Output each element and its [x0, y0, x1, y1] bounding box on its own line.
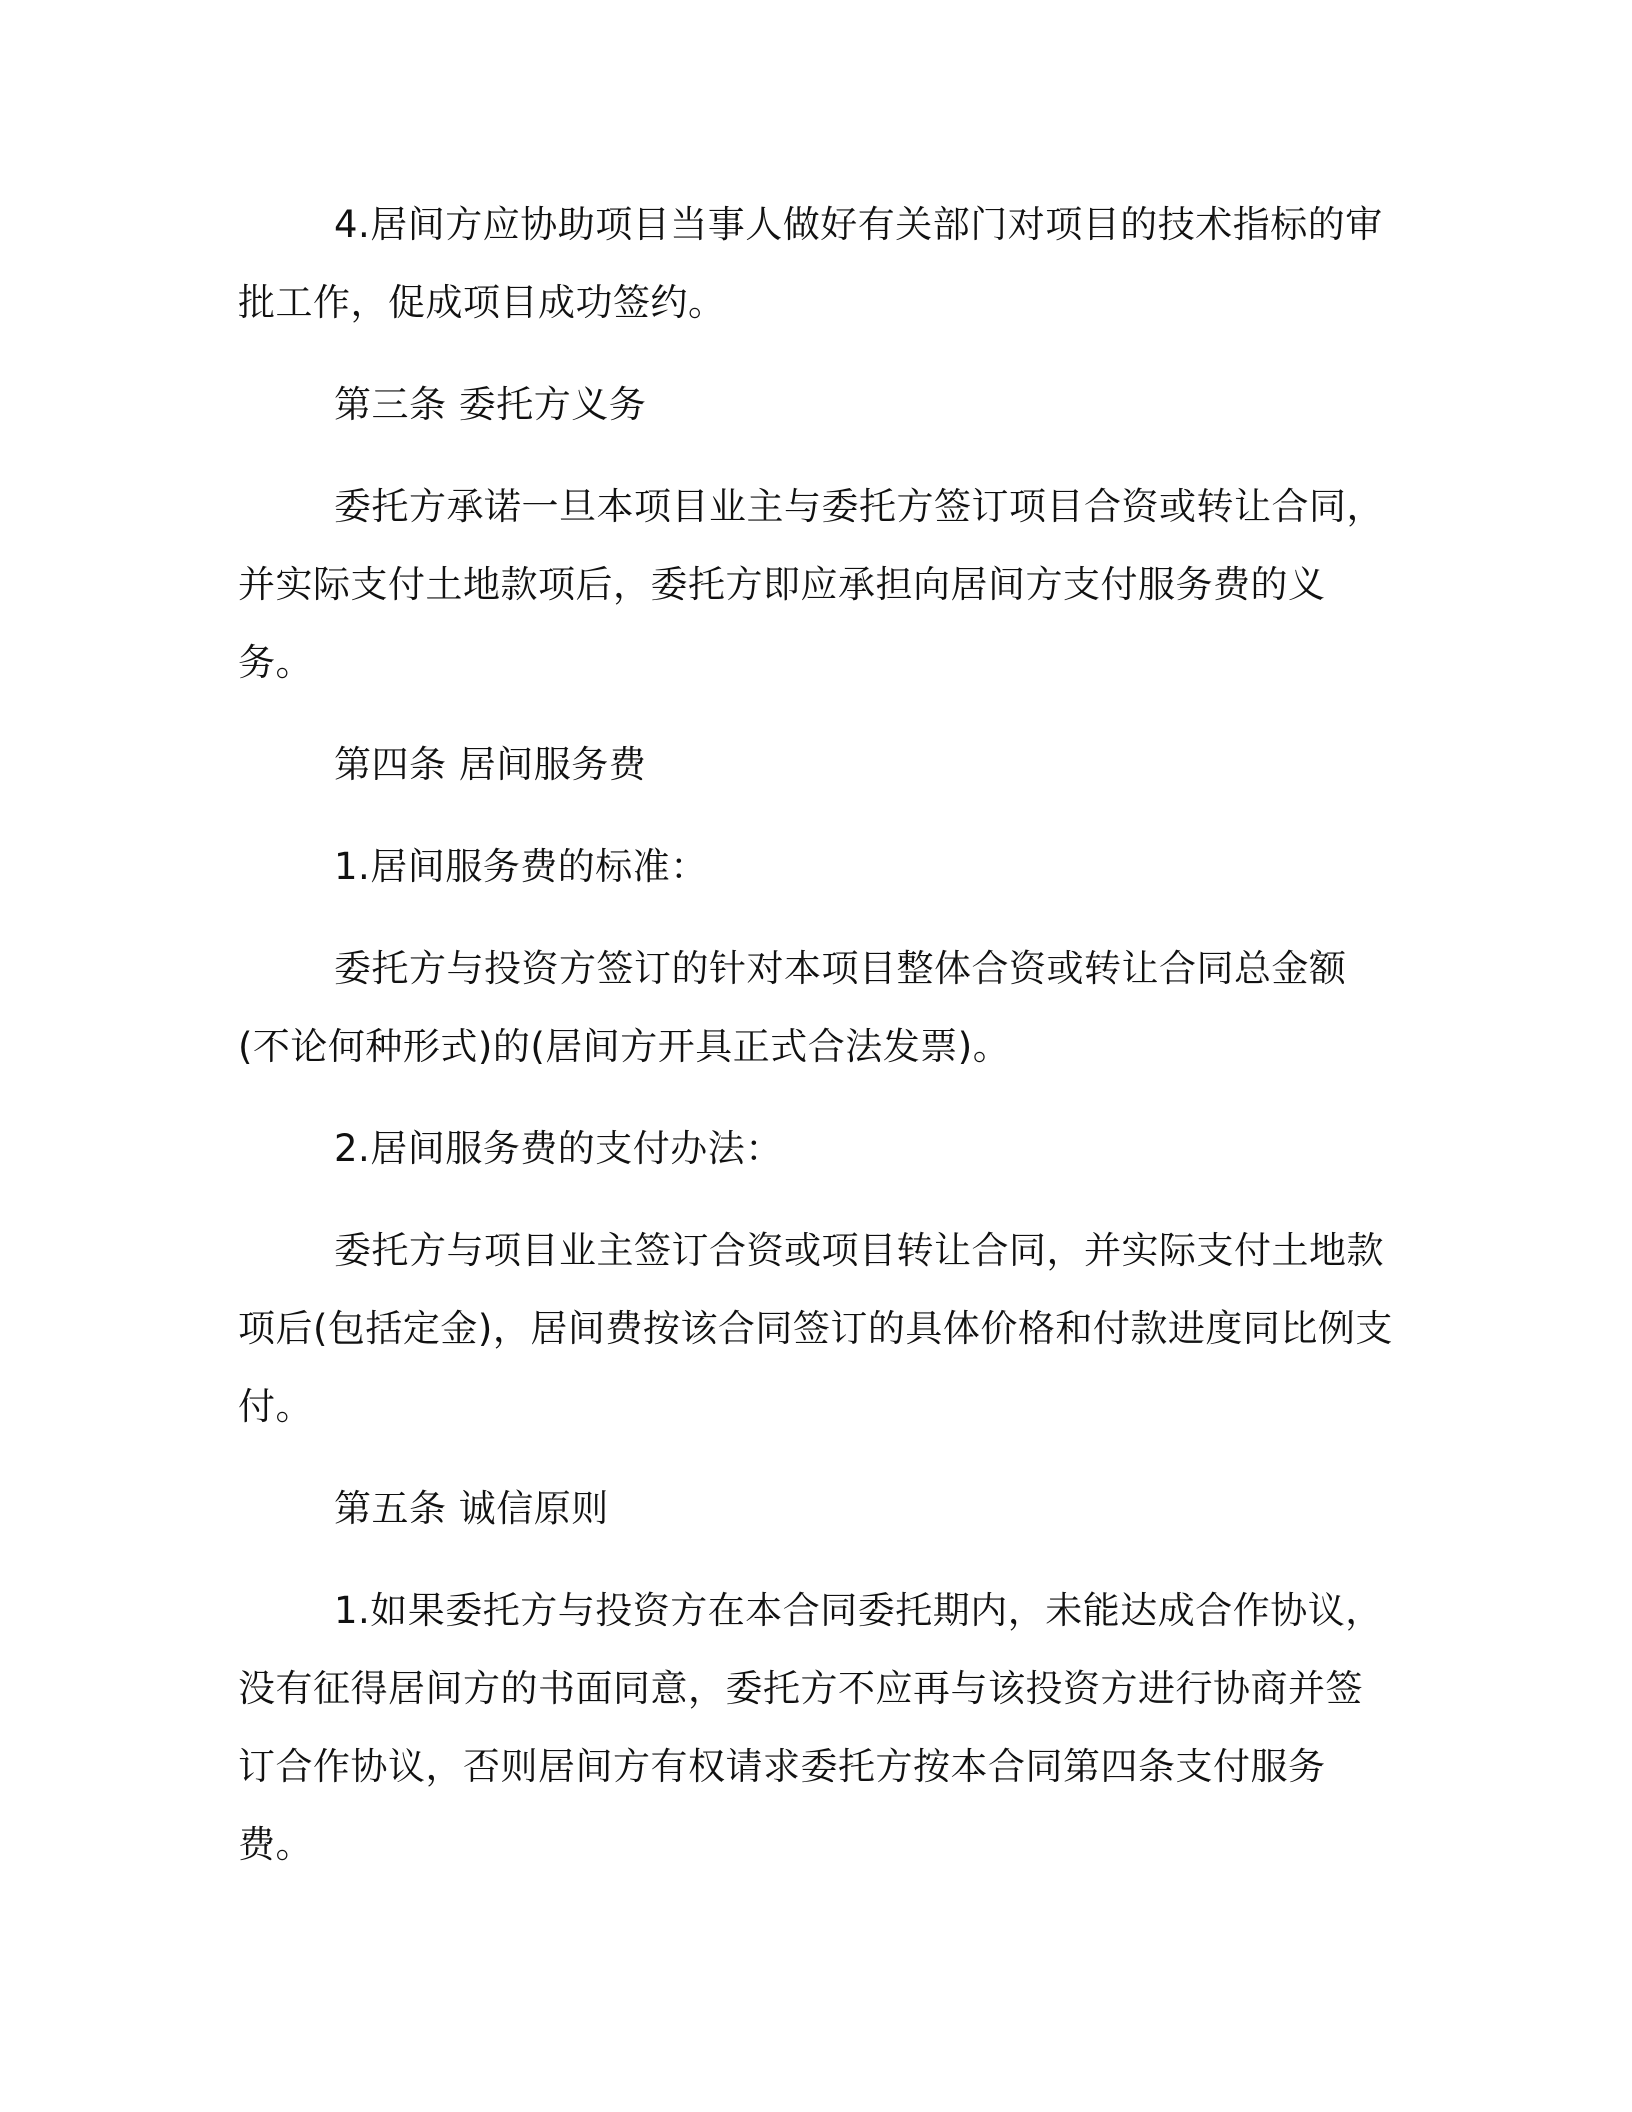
- paragraph-payment-method-title: 2.居间服务费的支付办法：: [334, 1127, 783, 1170]
- heading-article-3: 第三条 委托方义务: [334, 383, 647, 426]
- paragraph-fee-standard-title: 1.居间服务费的标准：: [334, 845, 708, 888]
- document-body: [238, 186, 1398, 1884]
- paragraph-client-obligation: 委托方承诺一旦本项目业主与委托方签订项目合资或转让合同，并实际支付土地款项后，委托方即应承担向居间方支付服务费的义务。: [238, 485, 1384, 684]
- paragraph-fee-standard: 委托方与投资方签订的针对本项目整体合资或转让合同总金额(不论何种形式)的(居间方开具正式合法发票)。: [238, 947, 1347, 1068]
- paragraph-payment-method: 委托方与项目业主签订合资或项目转让合同，并实际支付土地款项后(包括定金)，居间费按该合同签订的具体价格和付款进度同比例支付。: [238, 1229, 1393, 1428]
- paragraph-good-faith: 1.如果委托方与投资方在本合同委托期内，未能达成合作协议，没有征得居间方的书面同意，委托方不应再与该投资方进行协商并签订合作协议，否则居间方有权请求委托方按本合同第四条支付服务费。: [238, 1589, 1383, 1866]
- paragraph-technical-approval: 4.居间方应协助项目当事人做好有关部门对项目的技术指标的审批工作，促成项目成功签约。: [238, 203, 1383, 324]
- heading-article-5: 第五条 诚信原则: [334, 1487, 609, 1530]
- heading-article-4: 第四条 居间服务费: [334, 743, 647, 786]
